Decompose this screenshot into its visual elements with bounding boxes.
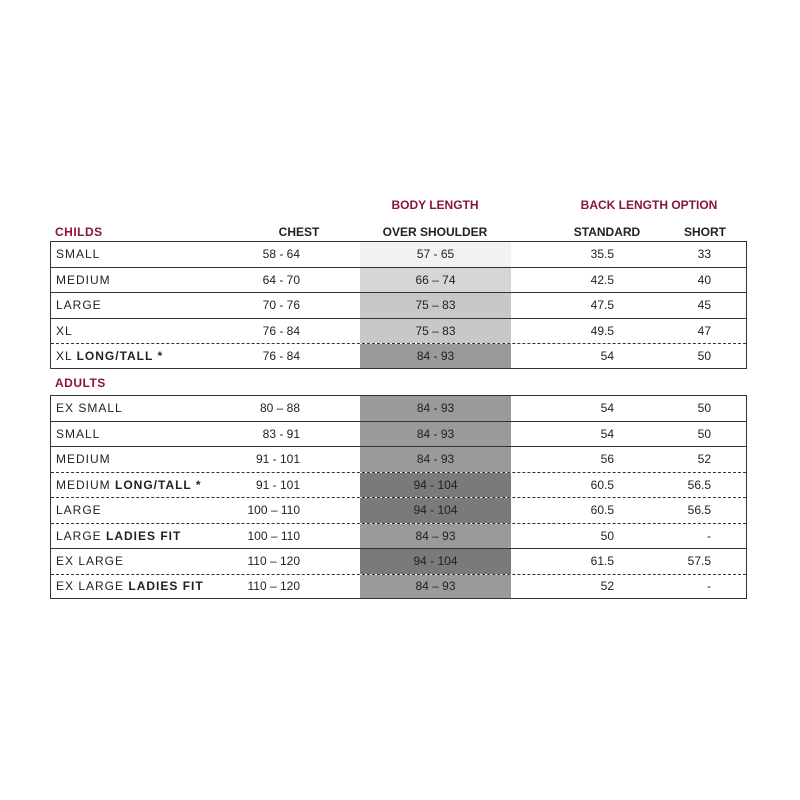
short-value: 52 xyxy=(697,452,712,467)
body-length-cell xyxy=(360,344,511,368)
body-length-value: 94 - 104 xyxy=(413,477,458,492)
chest-value: 64 - 70 xyxy=(262,272,301,287)
table-row xyxy=(51,241,746,267)
adults-size-table xyxy=(50,395,747,599)
size-label: MEDIUM xyxy=(56,272,111,287)
body-length-cell xyxy=(360,319,511,344)
short-value: - xyxy=(707,579,711,594)
standard-value: 54 xyxy=(600,401,615,416)
table-row xyxy=(51,472,746,498)
short-value: 50 xyxy=(697,401,712,416)
size-cell xyxy=(56,268,111,293)
table-row xyxy=(51,446,746,472)
standard-value: 42.5 xyxy=(590,272,615,287)
size-cell xyxy=(56,396,123,421)
body-length-value: 94 - 104 xyxy=(413,503,458,518)
chest-value: 58 - 64 xyxy=(262,247,301,262)
size-cell xyxy=(56,422,100,447)
size-cell xyxy=(56,575,204,599)
size-label: SMALL xyxy=(56,426,101,441)
size-modifier-label: LADIES FIT xyxy=(128,579,204,594)
size-label: LARGE xyxy=(56,298,102,313)
chest-value: 76 - 84 xyxy=(262,323,301,338)
size-label: MEDIUM xyxy=(56,452,111,467)
short-value: 56.5 xyxy=(687,503,712,518)
size-label: MEDIUM xyxy=(56,477,115,492)
chest-value: 83 - 91 xyxy=(262,426,301,441)
body-length-value: 75 – 83 xyxy=(415,298,456,313)
standard-value: 52 xyxy=(600,579,615,594)
chest-value: 80 – 88 xyxy=(259,401,301,416)
standard-value: 49.5 xyxy=(590,323,615,338)
table-row xyxy=(51,292,746,318)
table-row xyxy=(51,574,746,600)
body-length-cell xyxy=(360,498,511,523)
chest-value: 110 – 120 xyxy=(247,579,300,594)
short-value: 50 xyxy=(697,426,712,441)
chest-value: 76 - 84 xyxy=(262,348,301,363)
size-modifier-label: LONG/TALL * xyxy=(76,348,164,363)
body-length-value: 84 - 93 xyxy=(416,348,455,363)
short-value: 56.5 xyxy=(687,477,712,492)
size-label: LARGE xyxy=(56,528,107,543)
table-row xyxy=(51,548,746,574)
chest-value: 110 – 120 xyxy=(247,554,300,569)
body-length-value: 84 - 93 xyxy=(416,426,455,441)
body-length-value: 84 - 93 xyxy=(416,452,455,467)
size-modifier-label: LONG/TALL * xyxy=(115,477,202,492)
standard-value: 47.5 xyxy=(590,298,615,313)
table-row xyxy=(51,318,746,344)
standard-value: 61.5 xyxy=(590,554,615,569)
body-length-cell xyxy=(360,575,511,599)
size-cell xyxy=(56,242,100,267)
table-row xyxy=(51,421,746,447)
standard-value: 35.5 xyxy=(590,247,615,262)
short-value: - xyxy=(707,528,711,543)
standard-value: 60.5 xyxy=(590,477,615,492)
size-label: EX SMALL xyxy=(56,401,123,416)
size-cell xyxy=(56,344,163,368)
short-value: 57.5 xyxy=(687,554,712,569)
short-value: 45 xyxy=(697,298,712,313)
size-cell xyxy=(56,293,102,318)
body-length-value: 84 – 93 xyxy=(415,528,456,543)
size-label: XL xyxy=(56,323,73,338)
chest-value: 91 - 101 xyxy=(255,452,301,467)
table-row xyxy=(51,497,746,523)
short-value: 50 xyxy=(697,348,712,363)
body-length-cell xyxy=(360,268,511,293)
chest-header: CHEST xyxy=(278,225,320,239)
chest-value: 70 - 76 xyxy=(262,298,301,313)
table-row xyxy=(51,523,746,549)
size-label: EX LARGE xyxy=(56,554,125,569)
short-value: 40 xyxy=(697,272,712,287)
size-label: EX LARGE xyxy=(56,579,129,594)
standard-header: STANDARD xyxy=(573,225,641,239)
size-modifier-label: LADIES FIT xyxy=(106,528,182,543)
size-cell xyxy=(56,549,124,574)
back-length-option-header: BACK LENGTH OPTION xyxy=(580,198,718,212)
over-shoulder-header: OVER SHOULDER xyxy=(382,225,488,239)
body-length-cell xyxy=(360,524,511,549)
chest-value: 91 - 101 xyxy=(255,477,301,492)
table-row xyxy=(51,395,746,421)
table-row xyxy=(51,267,746,293)
body-length-cell xyxy=(360,447,511,472)
body-length-cell xyxy=(360,242,511,267)
chest-value: 100 – 110 xyxy=(247,528,300,543)
size-label: XL xyxy=(56,348,77,363)
body-length-cell xyxy=(360,473,511,498)
short-value: 47 xyxy=(697,323,712,338)
body-length-value: 66 – 74 xyxy=(415,272,456,287)
standard-value: 54 xyxy=(600,348,615,363)
size-cell xyxy=(56,319,73,344)
size-cell xyxy=(56,447,111,472)
body-length-cell xyxy=(360,422,511,447)
body-length-value: 84 - 93 xyxy=(416,401,455,416)
size-cell xyxy=(56,524,181,549)
size-cell xyxy=(56,473,202,498)
size-label: SMALL xyxy=(56,247,101,262)
standard-value: 54 xyxy=(600,426,615,441)
standard-value: 56 xyxy=(600,452,615,467)
chest-value: 100 – 110 xyxy=(247,503,300,518)
body-length-value: 57 - 65 xyxy=(416,247,455,262)
standard-value: 60.5 xyxy=(590,503,615,518)
table-row xyxy=(51,343,746,369)
body-length-value: 75 – 83 xyxy=(415,323,456,338)
body-length-value: 94 - 104 xyxy=(413,554,458,569)
adults-section-label: ADULTS xyxy=(55,376,106,390)
body-length-cell xyxy=(360,396,511,421)
body-length-value: 84 – 93 xyxy=(415,579,456,594)
short-header: SHORT xyxy=(684,225,726,239)
short-value: 33 xyxy=(697,247,712,262)
standard-value: 50 xyxy=(600,528,615,543)
childs-section-label: CHILDS xyxy=(55,225,103,239)
size-cell xyxy=(56,498,102,523)
body-length-cell xyxy=(360,293,511,318)
body-length-cell xyxy=(360,549,511,574)
size-label: LARGE xyxy=(56,503,102,518)
childs-size-table xyxy=(50,241,747,369)
body-length-header: BODY LENGTH xyxy=(391,198,479,212)
